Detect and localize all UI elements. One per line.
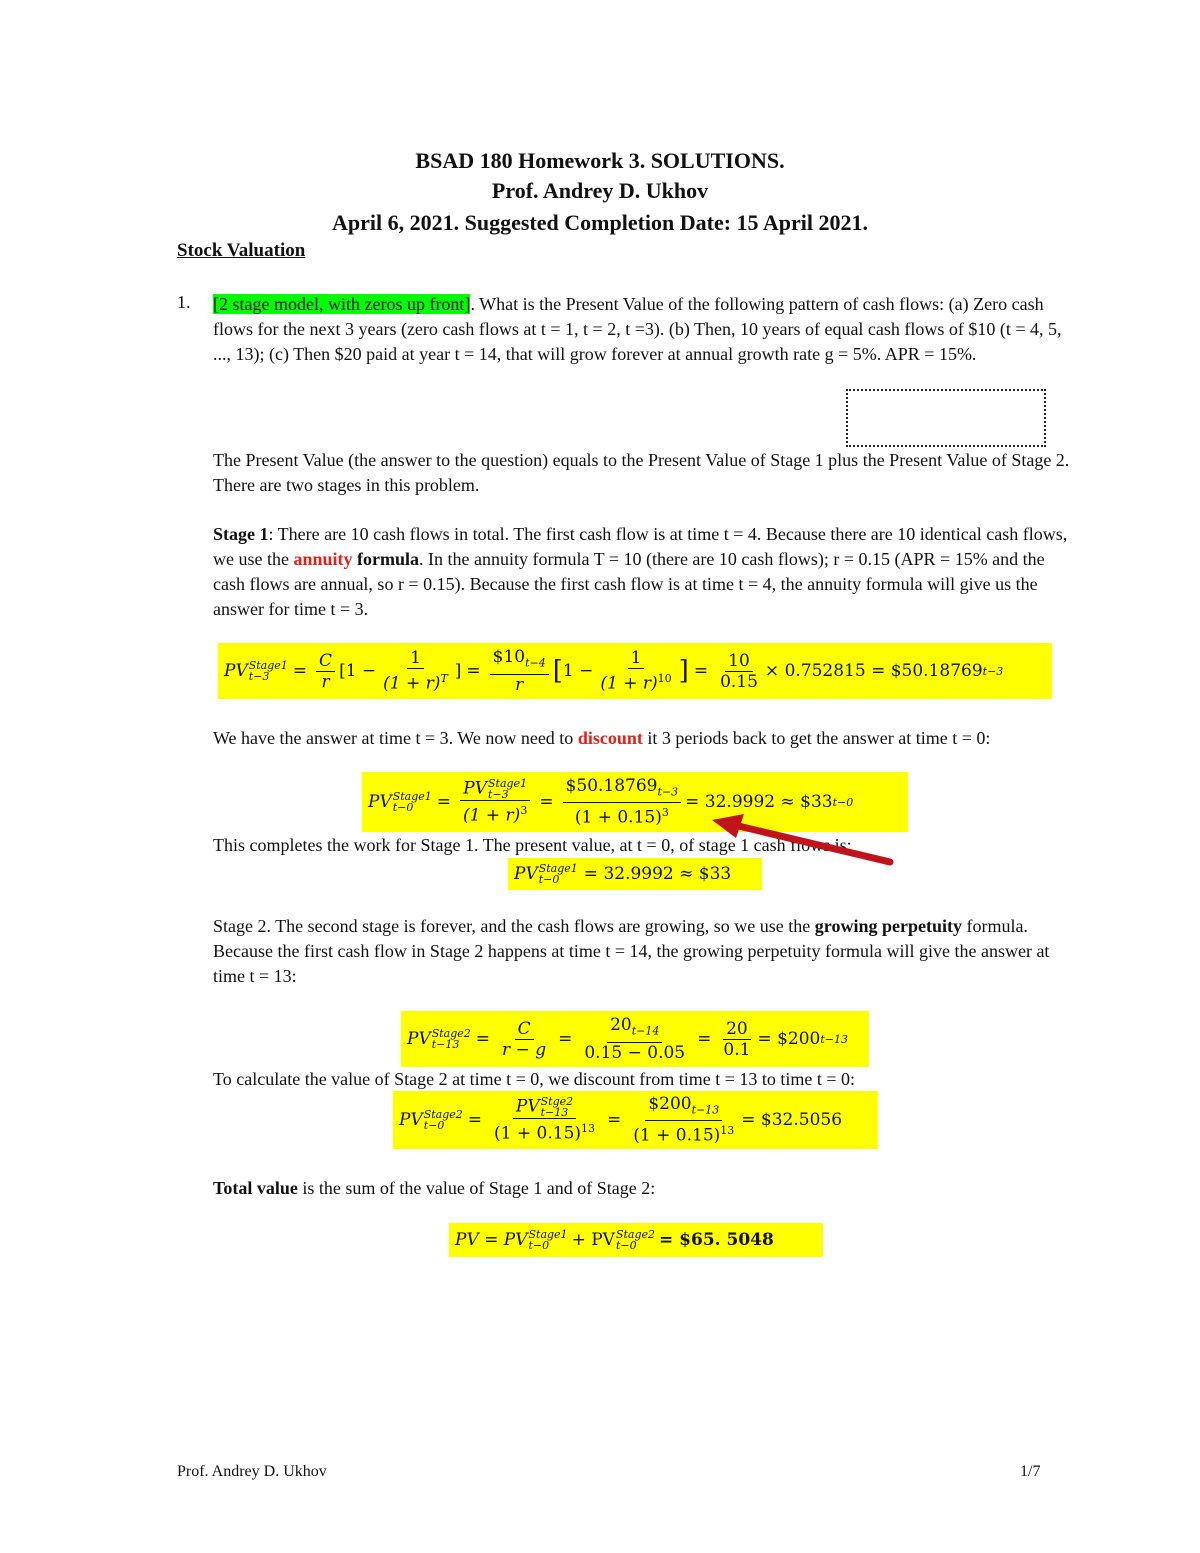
growing-perpetuity-keyword: growing perpetuity <box>814 916 962 936</box>
pv-indices: Stage1 t−0 <box>538 862 578 886</box>
pv-symbol: PV <box>224 661 248 681</box>
equals-sign: = <box>558 1029 573 1049</box>
question-body: . What is the Present Value of the following pattern of cash flows: (a) Zero cash flows for the next 3 years (zero cash flows at t = 1, t = 2, t =3). (b) Then, 10 years of equal cash flows of $10 (t = 4, 5, ..., 13); (c) Then $20 paid at year t = 14, that will grow forever at annual growth rate g = 5%. APR = 15%. <box>213 294 1062 364</box>
stage2-discount-paragraph: To calculate the value of Stage 2 at time t = 0, we discount from time t = 13 to time t = 0: <box>213 1069 856 1089</box>
empty-text-box <box>846 389 1046 447</box>
growing-perpetuity-equation <box>401 1011 869 1067</box>
pv-symbol: PV <box>368 792 392 812</box>
completes-paragraph: This completes the work for Stage 1. The present value, at t = 0, of stage 1 cash flows is: <box>213 835 852 855</box>
pv-indices-stage1: Stage1 t−0 <box>528 1228 568 1252</box>
equals-sign: = <box>467 1110 483 1130</box>
equals-sign: = <box>436 792 452 812</box>
total-paragraph: Total value is the sum of the value of Stage 1 and of Stage 2: <box>213 1178 656 1198</box>
total-value-equation <box>449 1223 823 1257</box>
fraction-value-over-discount: $\frac{\$50.18769_{t-3}}{(1 + 0.15)^3}$ <box>563 776 682 828</box>
fraction-10-over-r: $\frac{\$10_{t-4}}{r}$ <box>490 647 549 694</box>
annuity-keyword: annuity <box>293 549 353 569</box>
fraction-annuity-factor: $\frac{1}{(1 + r)^{10}}$ <box>600 648 672 694</box>
result-subscript: t−13 <box>820 1032 848 1046</box>
stage2-pv-result: = $32.5056 <box>741 1110 843 1130</box>
one-minus: 1 − <box>562 661 594 681</box>
pv-symbol: PV <box>399 1110 423 1130</box>
stage1-label: Stage 1 <box>213 524 269 544</box>
formula-keyword: formula <box>352 549 420 569</box>
stage2-paragraph: Stage 2. The second stage is forever, and the cash flows are growing, so we use the growing perpetuity formula. Because the first cash flow in Stage 2 happens at time t = 14, the growing perpetuity formula will give the answer at time t = 13: <box>213 916 1050 986</box>
fraction-pv-over-discount: PV Stage1 t−3 $(1 + r)^3$ <box>460 778 530 826</box>
big-bracket-left: [ <box>552 656 563 686</box>
result-subscript: t−0 <box>832 795 854 809</box>
equals-sign: = <box>466 661 481 681</box>
fraction-10-over-015: $\frac{10}{0.15}$ <box>720 650 758 692</box>
plus-pv: + PV <box>571 1230 615 1250</box>
pv-indices: Stage1 t−3 <box>248 659 288 683</box>
big-bracket-right: ] <box>678 656 689 686</box>
stage1-pv-result: = 32.9992 ≈ $33 <box>685 792 833 812</box>
bracket-close: ] <box>454 661 462 681</box>
stage1-text-b: . In the annuity formula T = 10 (there are 10 cash flows); r = 0.15 (APR = 15% and the cash flows are annual, so r = 0.15). Because the first cash flow is at time t = 4, the annuity formula will give us the answer for time t = 3. <box>213 549 1045 619</box>
stage1-paragraph <box>213 522 1073 622</box>
pv-indices: Stage2 t−13 <box>431 1027 471 1051</box>
fraction-discount-factor: $\frac{1}{(1 + r)^T}$ <box>383 648 448 694</box>
stage2-discount-equation <box>393 1091 878 1149</box>
fraction-200-over-discount: $\frac{\$200_{t-13}}{(1 + 0.15)^{13}}$ <box>633 1093 735 1147</box>
stage1-summary-result: = 32.9992 ≈ $33 <box>583 864 732 884</box>
pv-symbol: PV <box>407 1029 431 1049</box>
equals-sign: = <box>693 661 709 681</box>
intro-paragraph: The Present Value (the answer to the question) equals to the Present Value of Stage 1 plus the Present Value of Stage 2. There are two stages in this problem. <box>213 450 1070 495</box>
equals-sign: = <box>539 792 554 812</box>
pv-indices: Stage1 t−0 <box>392 790 432 814</box>
section-title: Stock Valuation <box>177 240 306 261</box>
fraction-c-over-r-minus-g: $\frac{C}{r - g}$ <box>502 1018 547 1060</box>
stage1-text-a: : There are 10 cash flows in total. The first cash flow is at time t = 4. Because there are 10 identical cash flows, we use the <box>213 524 1068 569</box>
equals-sign: = <box>697 1029 712 1049</box>
doc-title: BSAD 180 Homework 3. SOLUTIONS. <box>415 148 785 173</box>
fraction-pv13-over-discount: PV Stge2 t−13 $(1 + 0.15)^{13}$ <box>494 1095 596 1144</box>
doc-author: Prof. Andrey D. Ukhov <box>491 178 709 203</box>
question-tag: [2 stage model, with zeros up front] <box>213 294 471 314</box>
pv-symbol: PV <box>514 864 538 884</box>
page-number: 1/7 <box>1020 1463 1041 1480</box>
pv-indices-stage2: Stage2 t−0 <box>615 1228 656 1252</box>
total-value-label: Total value <box>213 1178 298 1198</box>
equals-sign: = <box>292 661 308 681</box>
red-arrow-icon <box>700 810 900 870</box>
fraction-20-over-01: $\frac{20}{0.1}$ <box>723 1018 751 1060</box>
pv-symbol: PV = PV <box>455 1230 528 1250</box>
doc-date: April 6, 2021. Suggested Completion Date: 15 April 2021. <box>332 210 868 235</box>
fraction-c-over-r: $\frac{C}{r}$ <box>316 651 335 692</box>
equals-sign: = <box>475 1029 491 1049</box>
total-value-result: = $65. 5048 <box>659 1230 774 1250</box>
annuity-result: × 0.752815 = $50.18769 <box>764 661 983 681</box>
discount-keyword: discount <box>577 728 643 748</box>
footer-author: Prof. Andrey D. Ukhov <box>177 1463 327 1480</box>
stage2-t13-result: = $200 <box>757 1029 821 1049</box>
bracket-open: [1 − <box>339 661 377 681</box>
annuity-equation <box>218 643 1052 699</box>
discount-paragraph: We have the answer at time t = 3. We now need to discount it 3 periods back to get the answer at time t = 0: <box>213 728 991 748</box>
equals-sign: = <box>607 1110 622 1130</box>
fraction-20-over-spread: $\frac{20_{t-14}}{0.15 - 0.05}$ <box>584 1015 686 1063</box>
question-text <box>213 292 1063 367</box>
result-subscript: t−3 <box>982 664 1004 678</box>
pv-indices: Stage2 t−0 <box>423 1108 463 1132</box>
question-number: 1. <box>177 292 191 312</box>
